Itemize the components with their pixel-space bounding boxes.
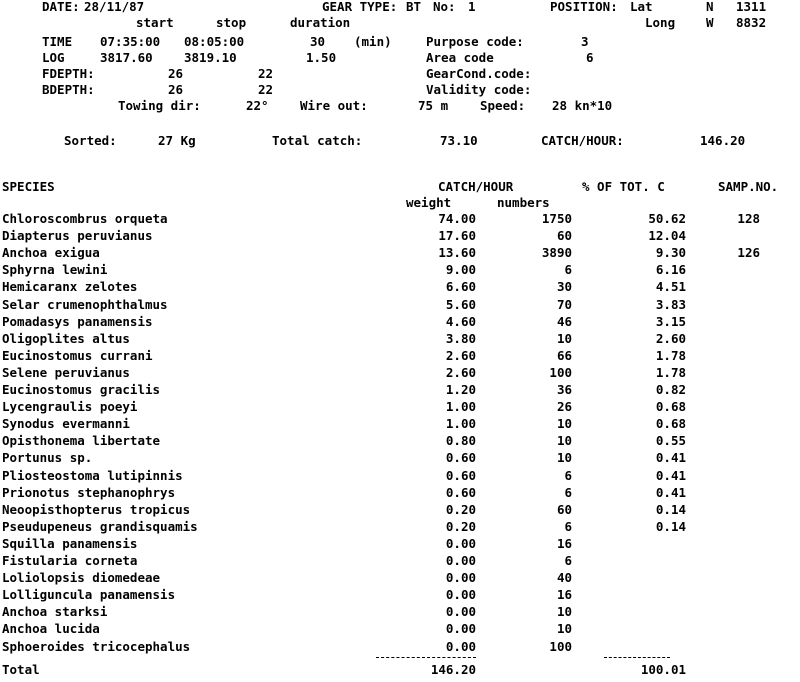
percent-of-total: 3.15 <box>655 314 686 329</box>
speed-value: 28 kn*10 <box>552 98 613 113</box>
species-name: Lycengraulis poeyi <box>2 399 138 414</box>
time-duration: 30 <box>310 34 326 49</box>
sorted-value: 27 Kg <box>158 133 196 148</box>
log-duration: 1.50 <box>306 50 337 65</box>
catch-numbers: 10 <box>556 604 572 619</box>
species-name: Anchoa exigua <box>2 245 100 260</box>
wire-out-value: 75 m <box>418 98 449 113</box>
species-name: Sphoeroides tricocephalus <box>2 639 191 654</box>
longitude-hemisphere: W <box>706 15 714 30</box>
time-unit: (min) <box>354 34 392 49</box>
gear-condition-label: GearCond.code: <box>426 66 532 81</box>
species-name: Synodus evermanni <box>2 416 130 431</box>
species-name: Pseudupeneus grandisquamis <box>2 519 198 534</box>
catch-weight: 2.60 <box>445 348 476 363</box>
catch-numbers: 10 <box>556 433 572 448</box>
date-value: 28/11/87 <box>84 0 145 14</box>
percent-of-total: 50.62 <box>648 211 686 226</box>
position-label: POSITION: <box>550 0 618 14</box>
latitude-hemisphere: N <box>706 0 714 14</box>
catch-weight: 1.00 <box>445 399 476 414</box>
catch-weight: 2.60 <box>445 365 476 380</box>
catch-numbers: 10 <box>556 621 572 636</box>
weight-subheader: weight <box>406 195 452 210</box>
latitude-value: 1311 <box>736 0 767 14</box>
catch-weight: 0.20 <box>445 502 476 517</box>
species-name: Eucinostomus gracilis <box>2 382 161 397</box>
catch-numbers: 1750 <box>541 211 572 226</box>
catch-numbers: 60 <box>556 228 572 243</box>
species-name: Hemicaranx zelotes <box>2 279 138 294</box>
sample-number-column-header: SAMP.NO. <box>718 179 779 194</box>
percent-total-rule <box>604 657 670 658</box>
log-start: 3817.60 <box>100 50 153 65</box>
area-code-label: Area code <box>426 50 494 65</box>
date-label: DATE: <box>42 0 80 14</box>
species-name: Pliosteostoma lutipinnis <box>2 468 183 483</box>
percent-of-total: 0.14 <box>655 519 686 534</box>
catch-numbers: 6 <box>564 262 572 277</box>
sample-number: 126 <box>737 245 760 260</box>
catch-weight: 5.60 <box>445 297 476 312</box>
catch-weight: 0.80 <box>445 433 476 448</box>
catch-weight: 3.80 <box>445 331 476 346</box>
species-name: Diapterus peruvianus <box>2 228 153 243</box>
latitude-label: Lat <box>630 0 653 14</box>
catch-numbers: 10 <box>556 450 572 465</box>
bdepth-label: BDEPTH: <box>42 82 95 97</box>
total-label: Total <box>2 662 40 677</box>
percent-of-total-column-header: % OF TOT. C <box>582 179 665 194</box>
catch-numbers: 6 <box>564 468 572 483</box>
catch-weight: 0.20 <box>445 519 476 534</box>
numbers-subheader: numbers <box>497 195 550 210</box>
catch-numbers: 30 <box>556 279 572 294</box>
catch-numbers: 16 <box>556 587 572 602</box>
catch-numbers: 40 <box>556 570 572 585</box>
time-start: 07:35:00 <box>100 34 161 49</box>
catch-numbers: 100 <box>549 365 572 380</box>
percent-of-total: 0.68 <box>655 416 686 431</box>
catch-numbers: 6 <box>564 553 572 568</box>
catch-weight: 1.00 <box>445 416 476 431</box>
catch-weight: 0.60 <box>445 450 476 465</box>
percent-of-total: 1.78 <box>655 365 686 380</box>
catch-weight: 6.60 <box>445 279 476 294</box>
sample-number: 128 <box>737 211 760 226</box>
catch-per-hour-value: 146.20 <box>700 133 746 148</box>
catch-weight: 1.20 <box>445 382 476 397</box>
purpose-code-label: Purpose code: <box>426 34 524 49</box>
catch-weight: 0.60 <box>445 468 476 483</box>
catch-numbers: 60 <box>556 502 572 517</box>
haul-number-label: No: <box>433 0 456 14</box>
percent-of-total: 0.41 <box>655 485 686 500</box>
gear-type-value: BT <box>406 0 422 14</box>
species-name: Loliolopsis diomedeae <box>2 570 161 585</box>
percent-of-total: 0.41 <box>655 468 686 483</box>
percent-of-total: 2.60 <box>655 331 686 346</box>
catch-numbers: 66 <box>556 348 572 363</box>
total-catch-value: 73.10 <box>440 133 478 148</box>
bdepth-stop: 22 <box>258 82 274 97</box>
catch-weight: 74.00 <box>438 211 476 226</box>
total-weight: 146.20 <box>430 662 476 677</box>
species-column-header: SPECIES <box>2 179 55 194</box>
species-name: Eucinostomus currani <box>2 348 153 363</box>
catch-numbers: 46 <box>556 314 572 329</box>
log-stop: 3819.10 <box>184 50 237 65</box>
percent-of-total: 3.83 <box>655 297 686 312</box>
catch-per-hour-column-header: CATCH/HOUR <box>438 179 514 194</box>
start-column-header: start <box>136 15 174 30</box>
percent-of-total: 0.14 <box>655 502 686 517</box>
total-catch-label: Total catch: <box>272 133 363 148</box>
towing-direction-value: 22° <box>246 98 269 113</box>
fdepth-start: 26 <box>168 66 184 81</box>
percent-of-total: 0.55 <box>655 433 686 448</box>
sorted-label: Sorted: <box>64 133 117 148</box>
catch-per-hour-label: CATCH/HOUR: <box>541 133 624 148</box>
percent-of-total: 6.16 <box>655 262 686 277</box>
species-name: Pomadasys panamensis <box>2 314 153 329</box>
catch-numbers: 100 <box>549 639 572 654</box>
catch-weight: 0.60 <box>445 485 476 500</box>
species-name: Opisthonema libertate <box>2 433 161 448</box>
species-name: Oligoplites altus <box>2 331 130 346</box>
catch-weight: 0.00 <box>445 621 476 636</box>
weight-total-rule <box>376 657 476 658</box>
towing-direction-label: Towing dir: <box>118 98 201 113</box>
catch-numbers: 16 <box>556 536 572 551</box>
percent-of-total: 4.51 <box>655 279 686 294</box>
longitude-value: 8832 <box>736 15 767 30</box>
fdepth-label: FDEPTH: <box>42 66 95 81</box>
purpose-code-value: 3 <box>581 34 589 49</box>
catch-weight: 17.60 <box>438 228 476 243</box>
catch-numbers: 36 <box>556 382 572 397</box>
species-name: Prionotus stephanophrys <box>2 485 176 500</box>
species-name: Anchoa lucida <box>2 621 100 636</box>
species-name: Anchoa starksi <box>2 604 108 619</box>
catch-numbers: 70 <box>556 297 572 312</box>
catch-weight: 9.00 <box>445 262 476 277</box>
speed-label: Speed: <box>480 98 526 113</box>
species-name: Sphyrna lewini <box>2 262 108 277</box>
catch-numbers: 3890 <box>541 245 572 260</box>
catch-weight: 13.60 <box>438 245 476 260</box>
species-name: Selar crumenophthalmus <box>2 297 168 312</box>
percent-of-total: 0.82 <box>655 382 686 397</box>
total-percent: 100.01 <box>640 662 686 677</box>
percent-of-total: 0.41 <box>655 450 686 465</box>
catch-weight: 0.00 <box>445 536 476 551</box>
time-label: TIME <box>42 34 73 49</box>
fdepth-stop: 22 <box>258 66 274 81</box>
percent-of-total: 0.68 <box>655 399 686 414</box>
percent-of-total: 9.30 <box>655 245 686 260</box>
gear-type-label: GEAR TYPE: <box>322 0 398 14</box>
percent-of-total: 1.78 <box>655 348 686 363</box>
species-name: Portunus sp. <box>2 450 93 465</box>
species-name: Fistularia corneta <box>2 553 138 568</box>
area-code-value: 6 <box>586 50 594 65</box>
catch-weight: 0.00 <box>445 553 476 568</box>
catch-weight: 0.00 <box>445 639 476 654</box>
catch-weight: 4.60 <box>445 314 476 329</box>
species-name: Chloroscombrus orqueta <box>2 211 168 226</box>
wire-out-label: Wire out: <box>300 98 368 113</box>
catch-weight: 0.00 <box>445 570 476 585</box>
catch-weight: 0.00 <box>445 587 476 602</box>
haul-number-value: 1 <box>468 0 476 14</box>
catch-weight: 0.00 <box>445 604 476 619</box>
catch-numbers: 6 <box>564 485 572 500</box>
duration-column-header: duration <box>290 15 351 30</box>
validity-code-label: Validity code: <box>426 82 532 97</box>
catch-numbers: 10 <box>556 331 572 346</box>
bdepth-start: 26 <box>168 82 184 97</box>
time-stop: 08:05:00 <box>184 34 245 49</box>
catch-numbers: 26 <box>556 399 572 414</box>
stop-column-header: stop <box>216 15 247 30</box>
catch-numbers: 6 <box>564 519 572 534</box>
species-name: Lolliguncula panamensis <box>2 587 176 602</box>
species-name: Squilla panamensis <box>2 536 138 551</box>
percent-of-total: 12.04 <box>648 228 686 243</box>
species-name: Selene peruvianus <box>2 365 130 380</box>
catch-numbers: 10 <box>556 416 572 431</box>
longitude-label: Long <box>645 15 676 30</box>
species-name: Neoopisthopterus tropicus <box>2 502 191 517</box>
log-label: LOG <box>42 50 65 65</box>
